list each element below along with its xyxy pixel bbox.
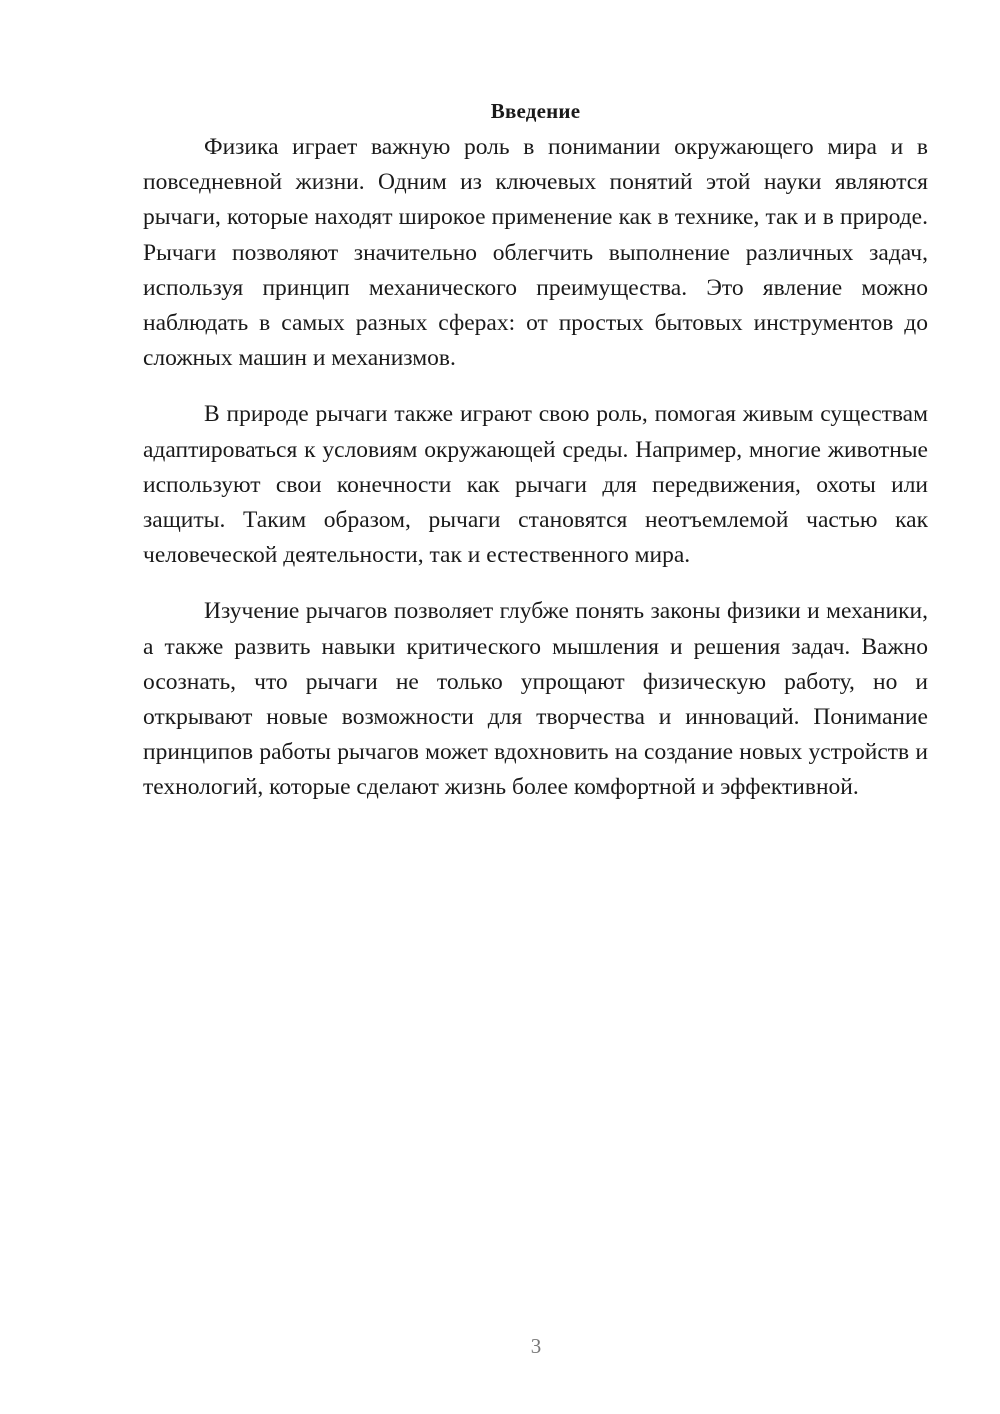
paragraph-3: Изучение рычагов позволяет глубже понять законы физики и механики, а также развить навыки критического мышления и решения задач. Важно осознать, что рычаги не только упрощают физическую работу, но и открывают новые возможности для творчества и инноваций. Понимание принципов работы рычагов может вдохновить на создание новых устройств и технологий, которые сделают жизнь более комфортной и эффективной. bbox=[143, 598, 928, 801]
paragraph-2: В природе рычаги также играют свою роль, помогая живым существам адаптироваться к условиям окружающей среды. Например, многие животные используют свои конечности как рычаги для передвижения, охоты или защиты. Таким образом, рычаги становятся неотъемлемой частью как человеческой деятельности, так и естественного мира. bbox=[143, 401, 928, 569]
page-number: 3 bbox=[530, 1334, 542, 1358]
page-content bbox=[143, 96, 928, 827]
section-heading: Введение bbox=[490, 99, 581, 123]
paragraph-1: Физика играет важную роль в понимании окружающего мира и в повседневной жизни. Одним из ключевых понятий этой науки являются рычаги, которые находят широкое применение как в технике, так и в природе. Рычаги позволяют значительно облегчить выполнение различных задач, используя принцип механического преимущества. Это явление можно наблюдать в самых разных сферах: от простых бытовых инструментов до сложных машин и механизмов. bbox=[143, 134, 928, 372]
